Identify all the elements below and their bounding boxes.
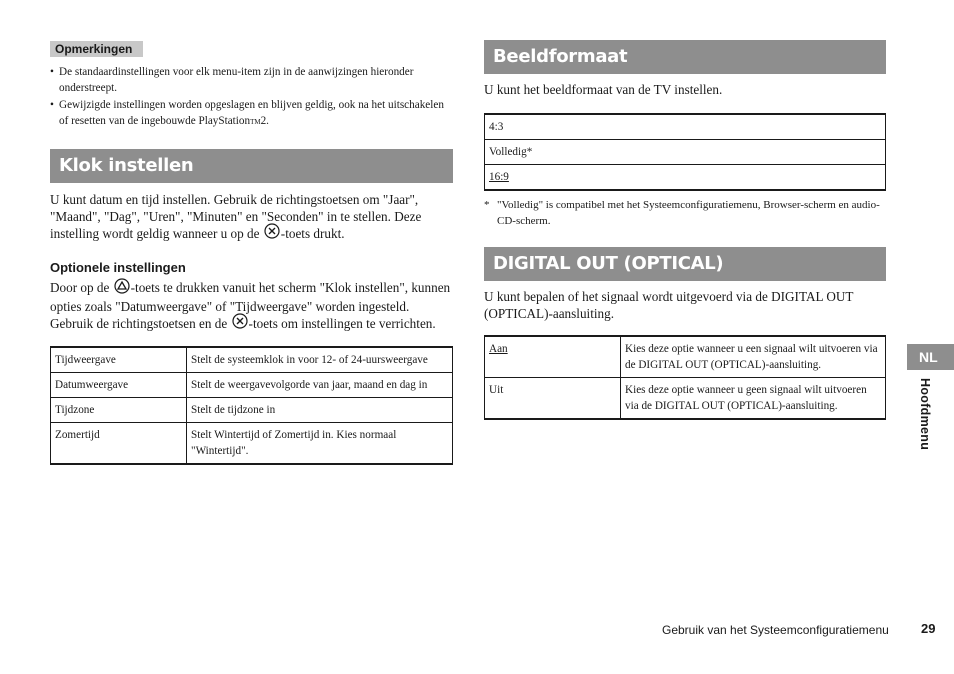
footnote-mark: * xyxy=(484,199,490,211)
setting-desc: Stelt de systeemklok in voor 12- of 24-uursweergave xyxy=(187,347,453,373)
table-row xyxy=(51,347,453,373)
option-value: 4:3 xyxy=(485,114,886,140)
default-option: Aan xyxy=(489,343,508,355)
note-text: De standaardinstellingen voor elk menu-item zijn in de aanwijzingen hieronder onderstreept. xyxy=(59,66,414,94)
table-row xyxy=(51,373,453,398)
option-name: Uit xyxy=(485,378,621,420)
setting-name: Tijdweergave xyxy=(51,347,187,373)
bullet: • xyxy=(50,66,54,78)
digital-table xyxy=(484,335,886,420)
note-text-end: 2. xyxy=(260,115,269,127)
section-title-digital-out: DIGITAL OUT (OPTICAL) xyxy=(484,247,886,281)
setting-name: Zomertijd xyxy=(51,423,187,465)
note-item xyxy=(50,64,453,96)
setting-desc: Stelt Wintertijd of Zomertijd in. Kies normaal "Wintertijd". xyxy=(187,423,453,465)
option-name-default xyxy=(485,336,621,378)
note-text: Gewijzigde instellingen worden opgeslagen en blijven geldig, ook na het uitschakelen of resetten van de ingebouwde PlayStation xyxy=(59,99,444,127)
page-number: 29 xyxy=(921,621,936,636)
table-row xyxy=(485,114,886,140)
klok-intro-end: -toets drukt. xyxy=(280,226,345,241)
klok-table xyxy=(50,346,453,465)
optional-text-3: -toets om instellingen te verrichten. xyxy=(248,315,436,331)
triangle-button-icon xyxy=(114,278,130,298)
setting-name: Datumweergave xyxy=(51,373,187,398)
optional-text-1: Door op de xyxy=(50,280,113,296)
section-title-beeldformaat: Beeldformaat xyxy=(484,40,886,74)
beeld-intro: U kunt het beeldformaat van de TV instellen. xyxy=(484,82,723,97)
left-column xyxy=(50,40,453,465)
setting-desc: Stelt de weergavevolgorde van jaar, maand en dag in xyxy=(187,373,453,398)
option-value-default xyxy=(485,165,886,191)
setting-name: Tijdzone xyxy=(51,398,187,423)
notes-tag: Opmerkingen xyxy=(50,41,143,57)
option-value: Volledig* xyxy=(485,140,886,165)
section-title-klok: Klok instellen xyxy=(50,149,453,183)
optional-heading: Optionele instellingen xyxy=(50,260,186,276)
section-side-label: Hoofdmenu xyxy=(918,378,932,451)
right-column xyxy=(484,40,886,420)
optional-text-2: -toets te drukken vanuit het scherm "Klok instellen", kunnen opties zoals "Datumweergave" of "Tijdweergave" worden ingesteld. Gebruik de richtingstoetsen en de xyxy=(50,280,451,331)
footnote-text: "Volledig" is compatibel met het Systeemconfiguratiemenu, Browser-scherm en audio-CD-scherm. xyxy=(497,199,880,227)
notes-list xyxy=(50,64,453,130)
table-row xyxy=(485,336,886,378)
klok-intro xyxy=(50,191,453,243)
digital-intro: U kunt bepalen of het signaal wordt uitgevoerd via de DIGITAL OUT (OPTICAL)-aansluiting. xyxy=(484,289,854,321)
default-option: 16:9 xyxy=(489,171,509,183)
table-row xyxy=(51,398,453,423)
table-row xyxy=(485,378,886,420)
table-row xyxy=(485,140,886,165)
trademark: TM xyxy=(250,118,261,126)
setting-desc: Stelt de tijdzone in xyxy=(187,398,453,423)
bullet: • xyxy=(50,99,54,111)
option-desc: Kies deze optie wanneer u een signaal wilt uitvoeren via de DIGITAL OUT (OPTICAL)-aansluiting. xyxy=(621,336,886,378)
klok-intro-text: U kunt datum en tijd instellen. Gebruik de richtingstoetsen om "Jaar", "Maand", "Dag", "Uren", "Minuten" en "Seconden" in te stellen. Deze instelling wordt geldig wanneer u op de xyxy=(50,192,422,241)
footer-title: Gebruik van het Systeemconfiguratiemenu xyxy=(662,623,889,637)
table-row xyxy=(485,165,886,191)
cross-button-icon xyxy=(232,313,248,333)
optional-text xyxy=(50,279,453,333)
table-row xyxy=(51,423,453,465)
cross-button-icon xyxy=(264,223,280,243)
beeld-table xyxy=(484,113,886,191)
language-tab: NL xyxy=(907,344,954,370)
option-desc: Kies deze optie wanneer u geen signaal wilt uitvoeren via de DIGITAL OUT (OPTICAL)-aansluiting. xyxy=(621,378,886,420)
beeld-footnote xyxy=(484,197,886,229)
note-item xyxy=(50,97,453,130)
